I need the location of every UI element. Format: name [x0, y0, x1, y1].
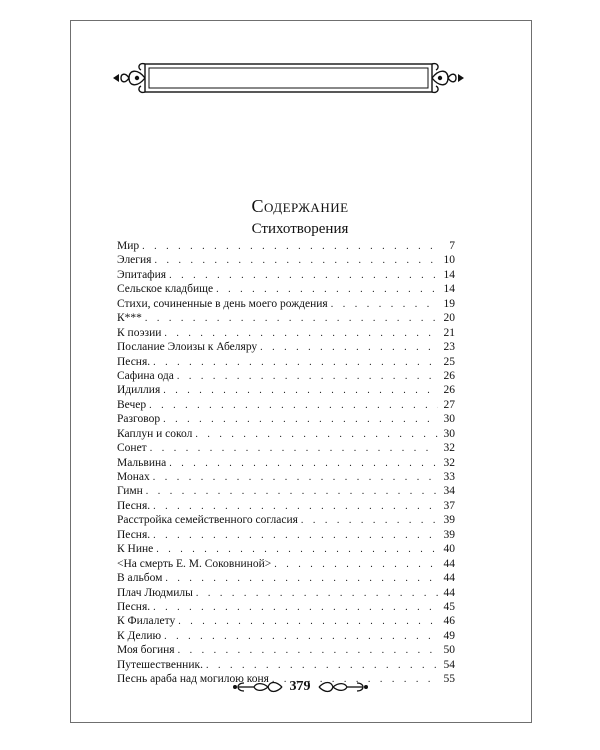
- toc-entry: [117, 383, 455, 397]
- toc-entry-page: 26: [443, 384, 455, 397]
- toc-leader-dots: [169, 457, 438, 471]
- toc-leader-dots: [145, 312, 438, 326]
- toc-entry: [117, 658, 455, 672]
- toc-leader-dots: [165, 572, 438, 586]
- toc-entry-page: 32: [443, 456, 455, 469]
- toc-entry: [117, 470, 455, 484]
- toc-entry: [117, 427, 455, 441]
- toc-leader-dots: [153, 356, 438, 370]
- toc-entry-title: Мальвина: [117, 456, 167, 469]
- toc-leader-dots: [163, 384, 438, 398]
- toc-leader-dots: [274, 558, 438, 572]
- toc-entry: [117, 629, 455, 643]
- toc-entry-title: Эпитафия: [117, 268, 167, 281]
- toc-entry-page: 23: [443, 341, 455, 354]
- header-ornament: [111, 60, 466, 96]
- toc-entry-page: 33: [443, 471, 455, 483]
- toc-leader-dots: [164, 630, 438, 644]
- toc-entry: [117, 557, 455, 571]
- toc-entry-title: Песня.: [117, 499, 151, 512]
- toc-entry: [117, 326, 455, 340]
- toc-leader-dots: [153, 471, 438, 485]
- toc-entry-page: 44: [443, 586, 455, 599]
- toc-entry-page: 14: [443, 268, 455, 281]
- toc-entry-page: 27: [443, 398, 455, 411]
- toc-list: [117, 239, 455, 687]
- toc-entry: [117, 253, 455, 267]
- toc-entry: [117, 239, 455, 253]
- toc-leader-dots: [331, 298, 438, 312]
- toc-leader-dots: [196, 587, 438, 601]
- toc-entry: [117, 484, 455, 498]
- toc-leader-dots: [153, 500, 438, 514]
- toc-entry-page: 20: [443, 312, 455, 325]
- toc-leader-dots: [153, 529, 438, 543]
- toc-leader-dots: [150, 442, 438, 456]
- toc-entry: [117, 571, 455, 585]
- toc-entry-title: Сафина ода: [117, 369, 174, 382]
- toc-entry: [117, 614, 455, 628]
- toc-entry-page: 50: [443, 644, 455, 657]
- toc-leader-dots: [149, 399, 438, 413]
- toc-entry-title: Разговор: [117, 413, 161, 426]
- toc-entry: [117, 398, 455, 412]
- toc-entry-title: Путешественник.: [117, 658, 203, 671]
- page-footer: [0, 679, 600, 695]
- toc-entry-title: Плач Людмилы: [117, 586, 193, 599]
- toc-entry-page: 40: [443, 543, 455, 556]
- toc-entry: [117, 542, 455, 556]
- toc-entry: [117, 412, 455, 426]
- toc-entry-page: 7: [449, 240, 455, 252]
- toc-entry: [117, 369, 455, 383]
- toc-leader-dots: [154, 254, 438, 268]
- toc-entry-page: 26: [443, 369, 455, 382]
- toc-entry: [117, 600, 455, 614]
- toc-leader-dots: [178, 644, 438, 658]
- toc-leader-dots: [301, 514, 438, 528]
- toc-entry-title: К поэзии: [117, 326, 162, 339]
- toc-entry-page: 55: [443, 673, 455, 686]
- toc-leader-dots: [177, 370, 438, 384]
- toc-entry-page: 46: [443, 615, 455, 628]
- toc-entry-page: 25: [443, 355, 455, 368]
- toc-entry: [117, 355, 455, 369]
- toc-entry-page: 37: [443, 499, 455, 512]
- toc-entry: [117, 441, 455, 455]
- toc-entry-title: Каплун и сокол: [117, 427, 193, 440]
- toc-entry-title: Песнь араба над могилою коня: [117, 673, 269, 686]
- toc-entry-title: Мир: [117, 240, 140, 252]
- toc-entry: [117, 311, 455, 325]
- toc-entry-title: Стихи, сочиненные в день моего рождения: [117, 297, 328, 310]
- toc-heading: Содержание: [251, 196, 349, 216]
- right-footer-ornament-icon: [317, 680, 369, 694]
- toc-entry: [117, 456, 455, 470]
- toc-entry-title: Сельское кладбище: [117, 283, 214, 296]
- left-footer-ornament-icon: [232, 680, 284, 694]
- toc-entry: [117, 513, 455, 527]
- toc-leader-dots: [146, 485, 438, 499]
- toc-leader-dots: [142, 240, 438, 254]
- toc-entry-title: Идиллия: [117, 384, 161, 397]
- toc-entry-title: Вечер: [117, 398, 147, 411]
- toc-leader-dots: [156, 543, 438, 557]
- toc-entry-title: К***: [117, 312, 142, 325]
- toc-entry: [117, 586, 455, 600]
- toc-entry-title: Песня.: [117, 600, 151, 613]
- toc-entry-page: 30: [443, 413, 455, 426]
- toc-entry-title: Песня.: [117, 528, 151, 541]
- toc-entry-page: 30: [443, 427, 455, 440]
- toc-entry-page: 10: [443, 254, 455, 267]
- toc-entry-title: К Нине: [117, 543, 154, 556]
- toc-entry-page: 39: [443, 528, 455, 541]
- toc-entry-page: 14: [443, 283, 455, 296]
- toc-entry: [117, 340, 455, 354]
- toc-entry-page: 39: [443, 514, 455, 527]
- toc-leader-dots: [163, 413, 438, 427]
- toc-entry-title: К Филалету: [117, 615, 176, 628]
- toc-entry-title: Песня.: [117, 355, 151, 368]
- toc-entry-title: Гимн: [117, 485, 143, 498]
- toc-entry-title: Сонет: [117, 442, 147, 455]
- toc-entry-page: 19: [443, 297, 455, 310]
- toc-entry-page: 21: [443, 326, 455, 339]
- toc-entry-title: В альбом: [117, 572, 163, 585]
- toc-entry-title: К Делию: [117, 629, 162, 642]
- toc-entry-title: Послание Элоизы к Абеляру: [117, 341, 258, 354]
- toc-leader-dots: [260, 341, 438, 355]
- toc-leader-dots: [164, 327, 438, 341]
- toc-entry: [117, 268, 455, 282]
- toc-entry: [117, 643, 455, 657]
- toc-entry-title: Монах: [117, 471, 150, 483]
- page-number: 379: [289, 679, 311, 694]
- toc-entry-page: 44: [443, 557, 455, 570]
- toc-entry-page: 34: [443, 485, 455, 498]
- toc-entry-page: 45: [443, 600, 455, 613]
- toc-entry-title: Моя богиня: [117, 644, 175, 657]
- toc-entry: [117, 282, 455, 296]
- section-heading: Стихотворения: [251, 221, 349, 237]
- toc-entry: [117, 297, 455, 311]
- toc-leader-dots: [153, 601, 438, 615]
- toc-entry: [117, 528, 455, 542]
- toc-leader-dots: [216, 283, 438, 297]
- toc-entry: [117, 499, 455, 513]
- toc-leader-dots: [195, 428, 438, 442]
- toc-leader-dots: [178, 615, 438, 629]
- toc-entry-page: 32: [443, 442, 455, 455]
- toc-entry-page: 49: [443, 629, 455, 642]
- toc-entry-page: 54: [443, 658, 455, 671]
- toc-entry-title: Расстройка семейственного согласия: [117, 514, 298, 527]
- toc-leader-dots: [206, 659, 438, 673]
- toc-entry-title: <На смерть Е. М. Соковниной>: [117, 557, 272, 570]
- toc-entry-page: 44: [443, 572, 455, 585]
- toc-entry-title: Элегия: [117, 254, 152, 267]
- toc-leader-dots: [169, 269, 438, 283]
